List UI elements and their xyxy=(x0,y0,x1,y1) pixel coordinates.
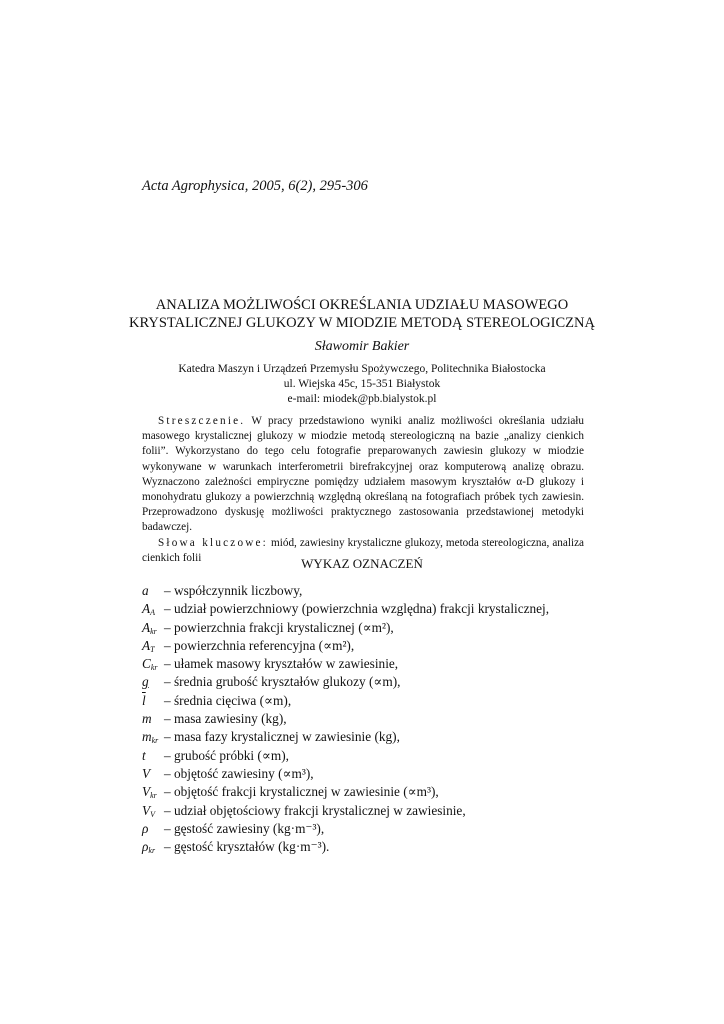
symbol-row xyxy=(142,655,549,673)
symbol: $A_{kr}$ xyxy=(142,619,157,636)
symbol-row xyxy=(142,582,549,600)
symbol: $\overline{l}$ xyxy=(142,692,146,708)
symbol-description: – masa fazy krystalicznej w zawiesinie (kg), xyxy=(164,729,400,745)
section-title: WYKAZ OZNACZEŃ xyxy=(301,556,423,571)
symbol-row xyxy=(142,783,549,801)
symbol-description: – objętość frakcji krystalicznej w zawiesinie (∝m³), xyxy=(164,784,439,800)
symbol-description: – średnia grubość kryształów glukozy (∝m), xyxy=(164,674,401,690)
affiliation-line-1: Katedra Maszyn i Urządzeń Przemysłu Spożywczego, Politechnika Białostocka xyxy=(178,363,546,375)
symbol: ρ xyxy=(142,820,149,836)
symbol-description: – gęstość zawiesiny (kg·m⁻³), xyxy=(164,820,325,836)
symbol: $A_T$ xyxy=(142,637,155,654)
symbol-description: – objętość zawiesiny (∝m³), xyxy=(164,765,314,781)
abstract-text: W pracy przedstawiono wyniki analiz możliwości określania udziału masowego krystalicznej glukozy w miodzie metodą stereologiczną na bazie „analizy cienkich folii”. Wykorzystano do tego celu fotografie preparowanych zawiesin glukozy w miodzie wykonywane w warunkach interferometrii birefrakcyjnej oraz komputerową analizę obrazu. Wyznaczono zależności empiryczne pomiędzy udziałem masowym kryształów α-D glukozy i monohydratu glukozy a powierzchnią względną określaną na fotografiach próbek tych zawiesin. Przeprowadzono dyskusję możliwości praktycznego zastosowania przedstawionej metodyki badawczej. xyxy=(142,415,584,534)
symbol: V xyxy=(142,765,151,781)
symbol-description: – ułamek masowy kryształów w zawiesinie, xyxy=(164,656,399,672)
symbol-description: – średnia cięciwa (∝m), xyxy=(164,692,292,708)
title-line-1: ANALIZA MOŻLIWOŚCI OKREŚLANIA UDZIAŁU MASOWEGO xyxy=(155,297,569,313)
symbol-row xyxy=(142,619,549,637)
symbol-row xyxy=(142,838,549,856)
keywords-heading: Słowa kluczowe: xyxy=(158,536,268,549)
symbol-list xyxy=(142,582,549,856)
symbol: $V_{kr}$ xyxy=(142,784,157,801)
symbol-description: – grubość próbki (∝m), xyxy=(164,747,289,763)
symbol-row xyxy=(142,820,549,838)
symbol-description: – udział objętościowy frakcji krystalicznej w zawiesinie, xyxy=(164,802,466,818)
symbol: $V_V$ xyxy=(142,802,156,819)
symbol: m xyxy=(142,711,152,727)
symbol-description: – gęstość kryształów (kg·m⁻³). xyxy=(164,839,330,855)
symbol-row xyxy=(142,802,549,820)
abstract-paragraph xyxy=(142,414,584,536)
abstract xyxy=(142,414,584,566)
symbol-row xyxy=(142,637,549,655)
symbol-row xyxy=(142,728,549,746)
affiliation xyxy=(100,362,624,407)
abstract-heading: Streszczenie. xyxy=(158,415,246,427)
symbol: $\rho_{kr}$ xyxy=(142,839,156,856)
symbol-row xyxy=(142,747,549,765)
symbol-row xyxy=(142,710,549,728)
symbol-description: – powierzchnia frakcji krystalicznej (∝m²), xyxy=(164,619,394,635)
symbol: $m_{kr}$ xyxy=(142,729,159,746)
symbol-row xyxy=(142,765,549,783)
symbol-row xyxy=(142,673,549,691)
affiliation-email: e-mail: miodek@pb.bialystok.pl xyxy=(287,393,437,405)
title-line-2: KRYSTALICZNEJ GLUKOZY W MIODZIE METODĄ STEREOLOGICZNĄ xyxy=(129,315,595,331)
symbol: g xyxy=(142,674,149,690)
symbol: t xyxy=(142,747,146,763)
symbol-row xyxy=(142,692,549,710)
article-title xyxy=(100,296,624,332)
journal-reference: Acta Agrophysica, 2005, 6(2), 295-306 xyxy=(142,178,368,194)
symbol-description: – udział powierzchniowy (powierzchnia względna) frakcji krystalicznej, xyxy=(164,601,550,617)
author-name: Sławomir Bakier xyxy=(314,339,410,354)
symbol: $C_{kr}$ xyxy=(142,656,158,673)
affiliation-line-2: ul. Wiejska 45c, 15-351 Białystok xyxy=(283,378,441,390)
symbol-row xyxy=(142,600,549,618)
symbol: a xyxy=(142,583,149,598)
symbol-description: – powierzchnia referencyjna (∝m²), xyxy=(164,637,355,653)
symbol-description: – masa zawiesiny (kg), xyxy=(164,711,287,727)
symbol-description: – współczynnik liczbowy, xyxy=(164,583,303,598)
symbol: $A_A$ xyxy=(142,601,156,618)
keywords-text: miód, zawiesiny krystaliczne glukozy, metoda stereologiczna, analiza cienkich folii xyxy=(142,536,584,564)
